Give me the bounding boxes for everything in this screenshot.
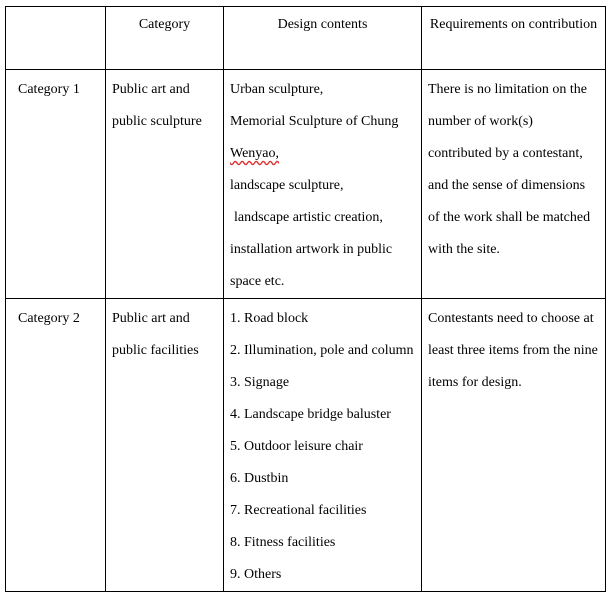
row-category-label: Category 1 <box>6 70 106 299</box>
content-line: 3. Signage <box>230 375 290 390</box>
row-contents <box>224 299 422 592</box>
row-type: Public art and public facilities <box>106 299 224 592</box>
content-line: 7. Recreational facilities <box>230 503 367 518</box>
content-line: 2. Illumination, pole and column <box>230 343 414 358</box>
content-line: landscape artistic creation, <box>234 210 383 225</box>
header-design-contents: Design contents <box>224 7 422 70</box>
content-line: 9. Others <box>230 567 282 582</box>
table-header-row <box>6 7 606 70</box>
content-line: 6. Dustbin <box>230 471 289 486</box>
table-row <box>6 299 606 592</box>
table-row <box>6 70 606 299</box>
content-line: Urban sculpture, <box>230 82 324 97</box>
row-requirement: There is no limitation on the number of work(s) contributed by a contestant, and the sense of dimensions of the work shall be matched with the site. <box>422 70 606 299</box>
content-line: installation artwork in public <box>230 242 393 257</box>
content-line: 5. Outdoor leisure chair <box>230 439 363 454</box>
content-line: space etc. <box>230 274 285 289</box>
content-line: landscape sculpture, <box>230 178 344 193</box>
header-requirements: Requirements on contribution <box>422 7 606 70</box>
row-contents <box>224 70 422 299</box>
content-line: Wenyao, <box>230 146 280 161</box>
row-type: Public art and public sculpture <box>106 70 224 299</box>
row-requirement: Contestants need to choose at least three items from the nine items for design. <box>422 299 606 592</box>
content-line: Memorial Sculpture of Chung <box>230 114 399 129</box>
row-category-label: Category 2 <box>6 299 106 592</box>
content-line: 1. Road block <box>230 311 309 326</box>
design-category-table <box>5 6 606 592</box>
content-line: 8. Fitness facilities <box>230 535 336 550</box>
content-line: 4. Landscape bridge baluster <box>230 407 391 422</box>
header-category: Category <box>106 7 224 70</box>
header-blank-cell <box>6 7 106 70</box>
